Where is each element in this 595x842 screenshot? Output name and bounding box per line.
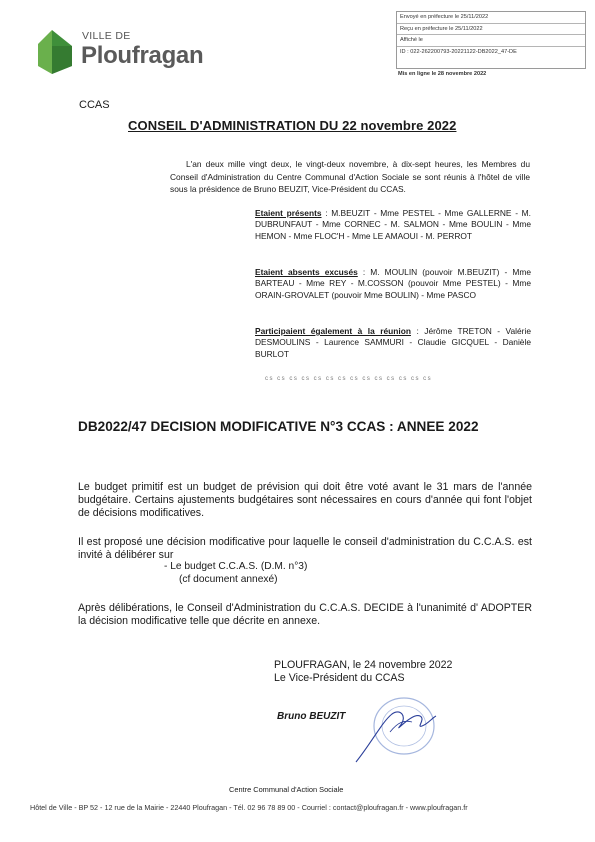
ccas-label: CCAS [79,99,110,111]
logo-ploufragan: Ploufragan [81,42,204,69]
council-title: CONSEIL D'ADMINISTRATION DU 22 novembre 2022 [128,118,457,133]
footer-center-name: Centre Communal d'Action Sociale [229,785,344,794]
intro-paragraph: L'an deux mille vingt deux, le vingt-deux novembre, à dix-sept heures, les Membres du Conseil d'Administration du Centre Communal d'Action Sociale se sont réunis à l'hôtel de ville sous la présidence de Bruno BEUZIT, Vice-Président du CCAS. [170,159,530,195]
place-date: PLOUFRAGAN, le 24 novembre 2022 [274,659,453,671]
separator: cs cs cs cs cs cs cs cs cs cs cs cs cs cs [265,376,433,382]
signature-stamp [352,692,442,772]
paragraph-decision: Après délibérations, le Conseil d'Administration du C.C.A.S. DECIDE à l'unanimité d' ADOPTER la décision modificative telle que décrite en annexe. [78,602,532,628]
prefecture-stamp-box [396,11,586,69]
absent-list: : M. MOULIN (pouvoir M.BEUZIT) - Mme BARTEAU - Mme REY - M.COSSON (pouvoir Mme PESTEL) - Mme ORAIN-GROVALET (pouvoir Mme BOULIN) - Mme PASCO [255,267,531,300]
prefecture-posted: Affiché le [397,35,585,47]
footer-address: Hôtel de Ville - BP 52 - 12 rue de la Mairie - 22440 Ploufragan - Tél. 02 96 78 89 00 - Courriel : contact@ploufragan.fr - www.ploufragan.fr [30,803,468,812]
absent-members [255,267,531,301]
prefecture-id: ID : 022-262200793-20221122-DB2022_47-DE [400,48,517,55]
present-list: : M.BEUZIT - Mme PESTEL - Mme GALLERNE - M. DUBRUNFAUT - Mme CORNEC - M. SALMON - Mme BOULIN - Mme HEMON - Mme FLOC'H - Mme LE AMAOUI - M. PERROT [255,208,531,241]
signature-block [274,659,452,686]
list-item-note: (cf document annexé) [179,574,278,585]
participants [255,326,531,360]
absent-label: Etaient absents excusés [255,267,358,277]
signer-role: Le Vice-Président du CCAS [274,672,405,685]
logo-ville-de: VILLE DE [82,30,131,42]
list-item-budget: - Le budget C.C.A.S. (D.M. n°3) [164,561,308,572]
decision-title: DB2022/47 DECISION MODIFICATIVE N°3 CCAS : ANNEE 2022 [78,419,479,434]
partic-label: Participaient également à la réunion [255,326,411,336]
prefecture-sent: Envoyé en préfecture le 25/11/2022 [397,12,585,24]
ploufragan-logo [36,26,226,78]
prefecture-received: Reçu en préfecture le 25/11/2022 [397,24,585,36]
paragraph-budget: Le budget primitif est un budget de prévision qui doit être voté avant le 31 mars de l'année budgétaire. Certains ajustements budgétaires sont nécessaires en cours d'année qui font l'objet de décisions modificatives. [78,481,532,520]
present-label: Etaient présents [255,208,322,218]
paragraph-proposal: Il est proposé une décision modificative pour laquelle le conseil d'administration du C.C.A.S. est invité à délibérer sur [78,536,532,562]
present-members [255,208,531,242]
leaf-logo-icon [36,26,76,76]
partic-list: : Jérôme TRETON - Valérie DESMOULINS - Laurence SAMMURI - Claudie GICQUEL - Danièle BURLOT [255,326,531,359]
online-date: Mis en ligne le 28 novembre 2022 [398,71,487,77]
signer-name: Bruno BEUZIT [277,711,346,722]
